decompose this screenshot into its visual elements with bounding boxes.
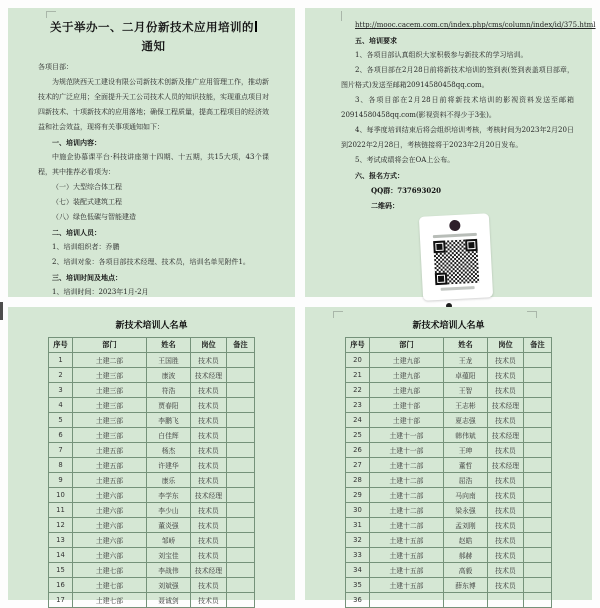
table-cell: 土建十五部 [370,548,444,563]
table-cell: 许建华 [147,458,191,473]
table-row [346,548,552,563]
table-cell: 土建三部 [73,368,147,383]
notice-page-1 [8,8,295,297]
table-cell: 7 [49,443,73,458]
roster-page-1 [8,307,295,605]
table-cell: 技术员 [191,593,227,608]
table-cell [524,443,552,458]
table-cell: 康乐 [147,473,191,488]
table-cell: 2 [49,368,73,383]
table-cell: 技术员 [191,473,227,488]
table-cell: 技术经理 [191,488,227,503]
table-cell [227,578,255,593]
table-cell: 技术员 [191,428,227,443]
table-cell: 技术员 [488,413,524,428]
table-cell [227,488,255,503]
table-cell: 技术员 [488,443,524,458]
table-cell: 8 [49,458,73,473]
doc-line: 2、培训对象：各项目部技术经理、技术员，培训名单见附件1。 [52,258,250,266]
table-cell: 土建十部 [370,398,444,413]
table-cell: 土建三部 [73,428,147,443]
table-row [346,593,552,608]
table-row [49,473,255,488]
table-cell: 土建十五部 [370,533,444,548]
table-row [346,533,552,548]
table-cell: 1 [49,353,73,368]
table-cell [227,548,255,563]
table-header-row [346,338,552,353]
table-row [346,428,552,443]
table-cell: 郝赫 [444,548,488,563]
table-cell [227,563,255,578]
table-cell: 夏志强 [444,413,488,428]
table-cell [227,398,255,413]
table-cell: 技术员 [488,488,524,503]
table-cell: 技术经理 [191,563,227,578]
table-cell [524,548,552,563]
table-cell: 5 [49,413,73,428]
table-cell: 3 [49,383,73,398]
table-cell: 土建十二部 [370,518,444,533]
table-cell [524,383,552,398]
table-cell: 土建三部 [73,383,147,398]
table-cell: 王国胜 [147,353,191,368]
doc-line: （一）大型综合体工程 [52,183,122,191]
table-cell: 土建六部 [73,548,147,563]
table-row [346,578,552,593]
table-cell: 20 [346,353,370,368]
table-row [346,383,552,398]
table-header-row [49,338,255,353]
table-cell [524,593,552,608]
notice-title-line2: 通知 [141,39,166,53]
qr-code-card [419,213,493,301]
table-cell: 贾春阳 [147,398,191,413]
table-cell: 土建三部 [73,398,147,413]
table-cell [524,578,552,593]
notice-title [38,18,269,56]
text-cursor-bar [255,21,257,32]
table-cell: 王珅 [444,443,488,458]
table-row [346,413,552,428]
table-cell [524,533,552,548]
table-cell: 土建六部 [73,518,147,533]
table-cell [227,428,255,443]
roster-page-2 [305,307,592,604]
table-cell: 33 [346,548,370,563]
table-cell [488,593,524,608]
doc-line: 3、各项目部在2月28日前将新技术培训的影视资料发送至邮箱20914580458qq.com(影视资料不得少于3张)。 [341,96,574,119]
table-cell: 土建十一部 [370,443,444,458]
table-cell [524,353,552,368]
table-cell: 31 [346,518,370,533]
table-cell: 刘斌强 [147,578,191,593]
table-cell [524,488,552,503]
notice-title-line1: 关于举办一、二月份新技术应用培训的 [50,20,254,34]
table-cell: 薛东博 [444,578,488,593]
table-header-cell: 序号 [346,338,370,353]
doc-line: 五、培训要求 [355,36,397,45]
association-logo-icon [449,220,461,232]
qr-caption-bottom [441,286,475,291]
table-header-cell: 备注 [227,338,255,353]
table-cell: 技术员 [191,518,227,533]
table-cell [227,413,255,428]
table-cell: 技术员 [191,548,227,563]
table-row [346,488,552,503]
table-cell: 土建五部 [73,473,147,488]
table-header-cell: 姓名 [147,338,191,353]
table-cell [524,368,552,383]
table-row [49,578,255,593]
table-cell: 16 [49,578,73,593]
table-cell [524,458,552,473]
doc-line: 1、培训时间：2023年1月-2月 [52,288,149,296]
table-cell [227,383,255,398]
table-cell: 技术员 [191,443,227,458]
table-cell: 土建七部 [73,563,147,578]
table-cell: 4 [49,398,73,413]
table-cell: 康波 [147,368,191,383]
table-row [49,398,255,413]
table-cell: 技术员 [488,578,524,593]
table-cell: 土建十二部 [370,473,444,488]
table-cell: 技术员 [191,578,227,593]
table-cell [524,398,552,413]
table-row [49,563,255,578]
table-cell: 马向南 [444,488,488,503]
table-cell: 技术员 [191,383,227,398]
table-cell: 21 [346,368,370,383]
table-cell: 土建九部 [370,383,444,398]
table-cell: 土建十一部 [370,428,444,443]
table-cell: 王龙 [444,353,488,368]
table-row [346,398,552,413]
table-cell: 屈浩 [444,473,488,488]
doc-line: 2、各项目部在2月28日前将新技术培训的签到表(签到表盖项目部章，图片格式)发送至邮箱20914580458qq.com。 [341,66,574,89]
table-cell: 技术员 [488,383,524,398]
table-cell: 14 [49,548,73,563]
table-cell: 李战伟 [147,563,191,578]
table-row [49,443,255,458]
table-cell: 35 [346,578,370,593]
roster-table [48,337,255,608]
table-cell: 技术员 [488,503,524,518]
table-row [49,593,255,608]
table-cell: 28 [346,473,370,488]
table-cell: 王智 [444,383,488,398]
table-cell: 技术经理 [191,368,227,383]
table-cell: 技术员 [488,353,524,368]
table-cell: 土建十二部 [370,488,444,503]
table-cell: 26 [346,443,370,458]
table-cell: 25 [346,428,370,443]
table-row [49,413,255,428]
table-cell: 土建九部 [370,368,444,383]
table-cell [227,458,255,473]
qr-finder-icon [465,239,478,252]
table-cell: 技术经理 [488,428,524,443]
table-row [49,353,255,368]
table-cell: 32 [346,533,370,548]
table-cell: 15 [49,563,73,578]
table-cell [227,533,255,548]
doc-line: 中施企协慕课平台·科技讲座第十四期、十五期，共15大项，43个课程，其中推荐必看项为： [38,153,269,176]
roster-table [345,337,552,608]
table-cell: 聂诚剑 [147,593,191,608]
table-row [49,533,255,548]
table-cell: 10 [49,488,73,503]
table-cell: 技术员 [191,533,227,548]
table-cell: 技术员 [191,503,227,518]
table-header-cell: 岗位 [191,338,227,353]
table-row [49,368,255,383]
table-row [49,548,255,563]
table-cell: 技术经理 [488,458,524,473]
table-row [346,503,552,518]
table-cell: 白佳辉 [147,428,191,443]
table-cell: 李学东 [147,488,191,503]
table-cell: 土建七部 [73,578,147,593]
table-cell: 技术员 [191,413,227,428]
document-link[interactable]: http://mooc.cacem.com.cn/index.php/cms/column/index/id/375.html [355,21,596,29]
table-cell: 技术员 [488,548,524,563]
screenshot-edge-artifact [0,302,3,320]
table-cell [524,413,552,428]
table-cell [227,593,255,608]
table-row [49,503,255,518]
table-cell: 技术员 [488,518,524,533]
table-cell: 技术员 [488,563,524,578]
table-cell [524,563,552,578]
table-cell: 邹峤 [147,533,191,548]
table-cell: 土建十二部 [370,458,444,473]
table-row [49,428,255,443]
table-cell: 高毅 [444,563,488,578]
doc-line: 二维码： [371,201,399,210]
doc-line: 为规范陕西天工建设有限公司新技术创新及推广应用管理工作，推动新技术的广泛应用；全面提升天工公司技术人员的知识技能，实现重点项目对四新技术、十项新技术的应用落地；确保工程质量，提高工程项目的经济效益和社会效益，现将有关事项通知如下： [38,78,269,131]
table-cell: 孟刘刚 [444,518,488,533]
doc-line: （七）装配式建筑工程 [52,198,122,206]
table-header-cell: 部门 [370,338,444,353]
table-cell: 12 [49,518,73,533]
table-cell: 土建五部 [73,443,147,458]
margin-mark-icon [341,11,342,21]
table-cell: 22 [346,383,370,398]
table-row [346,443,552,458]
table-cell: 技术员 [191,458,227,473]
table-cell: 11 [49,503,73,518]
table-cell: 董炎强 [147,518,191,533]
table-row [49,518,255,533]
table-cell: 土建六部 [73,488,147,503]
margin-mark-icon [46,11,56,18]
qr-finder-icon [435,273,448,286]
roster-title: 新技术培训人名单 [115,321,188,331]
table-cell: 董哲 [444,458,488,473]
table-cell [524,518,552,533]
table-cell [524,473,552,488]
doc-line: 六、报名方式： [355,171,404,180]
table-cell: 29 [346,488,370,503]
qr-code [433,239,479,285]
margin-mark-icon [333,311,343,318]
table-cell [524,428,552,443]
table-cell: 符浩 [147,383,191,398]
table-cell [227,503,255,518]
table-row [346,473,552,488]
table-cell: 土建九部 [370,353,444,368]
table-cell: 梁永强 [444,503,488,518]
table-cell: 杨杰 [147,443,191,458]
table-header-cell: 部门 [73,338,147,353]
table-header-cell: 序号 [49,338,73,353]
table-cell: 土建十部 [370,413,444,428]
notice-body-page2 [341,18,596,213]
table-cell: 卓蕴阳 [444,368,488,383]
table-row [346,458,552,473]
table-cell: 技术员 [191,398,227,413]
table-cell: 36 [346,593,370,608]
table-cell [227,443,255,458]
table-cell: 赵皓 [444,533,488,548]
table-cell [444,593,488,608]
table-cell [227,368,255,383]
roster-title: 新技术培训人名单 [412,321,485,331]
table-row [346,563,552,578]
table-cell: 34 [346,563,370,578]
table-header-cell: 姓名 [444,338,488,353]
table-cell [227,473,255,488]
table-cell: 9 [49,473,73,488]
table-cell: 技术员 [488,368,524,383]
doc-line: 5、考试成绩将会在OA上公布。 [355,156,455,164]
table-cell: 24 [346,413,370,428]
table-cell: 技术员 [488,473,524,488]
table-cell: 17 [49,593,73,608]
qr-finder-icon [433,241,446,254]
table-row [49,383,255,398]
table-cell: 30 [346,503,370,518]
table-cell: 技术经理 [488,398,524,413]
table-cell: 27 [346,458,370,473]
doc-line: 各项目部： [38,63,73,71]
table-cell: 土建二部 [73,353,147,368]
doc-line: （八）绿色低碳与智能建造 [52,213,136,221]
doc-line: 三、培训时间及地点： [52,273,122,282]
table-cell: 土建五部 [73,458,147,473]
table-cell: 土建十五部 [370,578,444,593]
table-cell: 技术员 [191,353,227,368]
table-row [346,368,552,383]
notice-body-page1 [38,60,269,300]
doc-line: 4、每季度培训结束后将会组织培训考核，考核时间为2023年2月20日到2022年2月28日，考核链接将于2023年2月20日发布。 [341,126,574,149]
notice-page-2 [305,8,596,297]
table-header-cell: 岗位 [488,338,524,353]
table-cell [227,518,255,533]
margin-mark-icon [527,311,537,318]
doc-line: 1、各项目部认真组织大家积极参与新技术的学习培训。 [355,51,528,59]
table-header-cell: 备注 [524,338,552,353]
table-cell: 土建六部 [73,503,147,518]
table-cell: 土建七部 [73,593,147,608]
table-cell: 李鹏飞 [147,413,191,428]
doc-line: QQ群：737693020 [371,186,442,195]
table-cell: 13 [49,533,73,548]
doc-line: 1、培训组织者：乔鹏 [52,243,120,251]
table-row [49,458,255,473]
table-cell: 土建十二部 [370,503,444,518]
table-row [346,518,552,533]
table-cell: 23 [346,398,370,413]
table-cell: 王志彬 [444,398,488,413]
table-cell: 韩伟斌 [444,428,488,443]
table-cell: 6 [49,428,73,443]
table-cell: 刘宝佳 [147,548,191,563]
table-cell [227,353,255,368]
table-row [346,353,552,368]
table-cell: 土建十五部 [370,563,444,578]
table-cell [524,503,552,518]
doc-line: 二、培训人员： [52,228,101,237]
table-cell [370,593,444,608]
qr-caption-top [433,233,477,238]
table-row [49,488,255,503]
table-cell: 土建三部 [73,413,147,428]
table-cell: 技术员 [488,533,524,548]
doc-line: 一、培训内容： [52,138,101,147]
table-cell: 土建六部 [73,533,147,548]
table-cell: 李少山 [147,503,191,518]
